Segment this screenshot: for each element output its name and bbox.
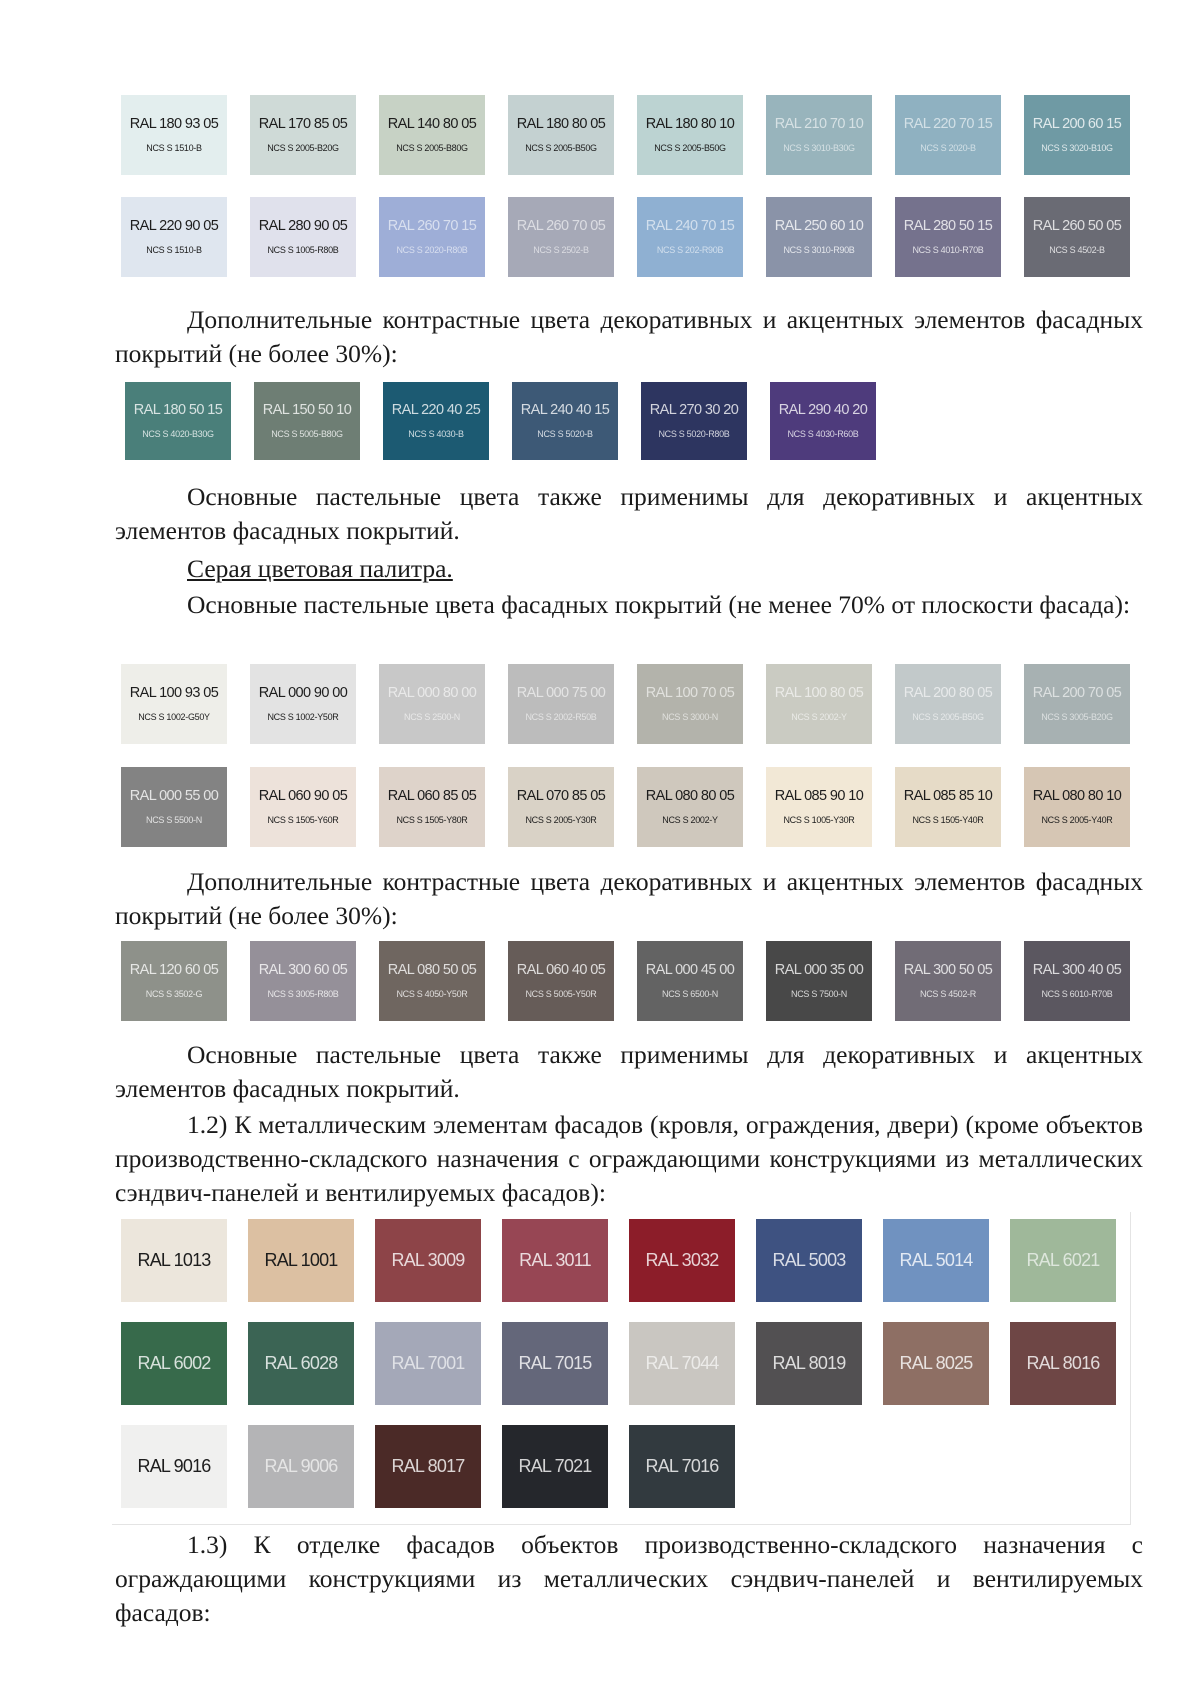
ral-code: RAL 000 45 00 xyxy=(645,961,735,978)
ral-code: RAL 000 90 00 xyxy=(258,684,348,701)
ncs-code: NCS S 2005-B50G xyxy=(654,143,726,154)
color-swatch xyxy=(883,1219,989,1302)
ral-code: RAL 8017 xyxy=(391,1456,465,1476)
ncs-code: NCS S 5005-B80G xyxy=(271,429,343,440)
ncs-code: NCS S 3000-N xyxy=(662,712,718,723)
ral-code: RAL 060 90 05 xyxy=(258,787,348,804)
ral-code: RAL 060 85 05 xyxy=(387,787,477,804)
color-swatch xyxy=(629,1219,735,1302)
ral-code: RAL 200 70 05 xyxy=(1032,684,1122,701)
color-swatch xyxy=(766,664,872,744)
ral-code: RAL 080 50 05 xyxy=(387,961,477,978)
color-swatch xyxy=(629,1322,735,1405)
color-swatch xyxy=(121,767,227,847)
ncs-code: NCS S 3020-B10G xyxy=(1041,143,1113,154)
blue-main-palette xyxy=(121,95,1130,277)
ral-code: RAL 8025 xyxy=(899,1353,973,1373)
color-swatch xyxy=(637,664,743,744)
ncs-code: NCS S 1505-Y60R xyxy=(267,815,339,826)
ncs-code: NCS S 4050-Y50R xyxy=(396,989,468,1000)
color-swatch xyxy=(1024,941,1130,1021)
color-swatch xyxy=(379,941,485,1021)
color-swatch xyxy=(895,197,1001,277)
color-swatch xyxy=(756,1322,862,1405)
ral-code: RAL 210 70 10 xyxy=(774,115,864,132)
ncs-code: NCS S 1505-Y40R xyxy=(912,815,984,826)
color-swatch xyxy=(766,941,872,1021)
paragraph-gray-note: Основные пастельные цвета также применимы для декоративных и акцентных элементов фасадных покрытий. xyxy=(115,1040,1143,1103)
ral-code: RAL 5014 xyxy=(899,1250,973,1270)
ncs-code: NCS S 2020-R80B xyxy=(396,245,468,256)
ral-code: RAL 060 40 05 xyxy=(516,961,606,978)
ncs-code: NCS S 4502-B xyxy=(1049,245,1105,256)
ral-code: RAL 200 60 15 xyxy=(1032,115,1122,132)
ncs-code: NCS S 4030-B xyxy=(408,429,464,440)
ral-code: RAL 240 40 15 xyxy=(520,401,610,418)
ral-code: RAL 220 40 25 xyxy=(391,401,481,418)
ncs-code: NCS S 4020-B30G xyxy=(142,429,214,440)
ral-code: RAL 8019 xyxy=(772,1353,846,1373)
color-swatch xyxy=(756,1219,862,1302)
color-swatch xyxy=(375,1425,481,1508)
color-swatch xyxy=(637,767,743,847)
ncs-code: NCS S 3010-B30G xyxy=(783,143,855,154)
ncs-code: NCS S 2502-B xyxy=(533,245,589,256)
color-swatch xyxy=(383,382,489,460)
color-swatch xyxy=(1024,767,1130,847)
color-swatch xyxy=(1010,1322,1116,1405)
ral-code: RAL 220 90 05 xyxy=(129,217,219,234)
ncs-code: NCS S 1510-B xyxy=(146,245,202,256)
color-swatch xyxy=(637,197,743,277)
ral-code: RAL 1001 xyxy=(264,1250,338,1270)
ncs-code: NCS S 5020-B xyxy=(537,429,593,440)
color-swatch xyxy=(121,197,227,277)
ncs-code: NCS S 2005-Y30R xyxy=(525,815,597,826)
ncs-code: NCS S 1005-Y30R xyxy=(783,815,855,826)
ral-code: RAL 000 80 00 xyxy=(387,684,477,701)
ral-code: RAL 7044 xyxy=(645,1353,719,1373)
ncs-code: NCS S 4010-R70B xyxy=(912,245,984,256)
ncs-code: NCS S 3502-G xyxy=(145,989,203,1000)
ncs-code: NCS S 3005-B20G xyxy=(1041,712,1113,723)
ral-code: RAL 180 93 05 xyxy=(129,115,219,132)
ral-code: RAL 180 80 10 xyxy=(645,115,735,132)
ral-code: RAL 300 60 05 xyxy=(258,961,348,978)
ral-code: RAL 6028 xyxy=(264,1353,338,1373)
color-swatch xyxy=(121,1425,227,1508)
ncs-code: NCS S 4502-R xyxy=(920,989,976,1000)
color-swatch xyxy=(121,1219,227,1302)
color-swatch xyxy=(508,941,614,1021)
ral-code: RAL 300 40 05 xyxy=(1032,961,1122,978)
paragraph-industrial-facades: 1.3) К отделке фасадов объектов производственно-складского назначения с ограждающими конструкциями из металлических сэндвич-панелей и вентилируемых фасадов: xyxy=(115,1530,1143,1627)
ncs-code: NCS S 2005-Y40R xyxy=(1041,815,1113,826)
color-swatch xyxy=(895,664,1001,744)
ral-code: RAL 3009 xyxy=(391,1250,465,1270)
color-swatch xyxy=(379,664,485,744)
ncs-code: NCS S 1002-Y50R xyxy=(267,712,339,723)
color-swatch xyxy=(250,941,356,1021)
ncs-code: NCS S 2002-Y xyxy=(662,815,718,826)
ral-code: RAL 250 60 10 xyxy=(774,217,864,234)
color-swatch xyxy=(502,1322,608,1405)
ral-code: RAL 000 75 00 xyxy=(516,684,606,701)
ral-code: RAL 080 80 05 xyxy=(645,787,735,804)
color-swatch xyxy=(512,382,618,460)
color-swatch xyxy=(637,95,743,175)
color-swatch xyxy=(379,197,485,277)
color-swatch xyxy=(502,1219,608,1302)
ncs-code: NCS S 5500-N xyxy=(146,815,202,826)
ral-code: RAL 7021 xyxy=(518,1456,592,1476)
ncs-code: NCS S 6500-N xyxy=(662,989,718,1000)
ral-code: RAL 8016 xyxy=(1026,1353,1100,1373)
color-swatch xyxy=(641,382,747,460)
color-swatch xyxy=(379,767,485,847)
ral-code: RAL 100 93 05 xyxy=(129,684,219,701)
ral-code: RAL 170 85 05 xyxy=(258,115,348,132)
ral-code: RAL 300 50 05 xyxy=(903,961,993,978)
ncs-code: NCS S 7500-N xyxy=(791,989,847,1000)
paragraph-gray-accent-intro: Дополнительные контрастные цвета декоративных и акцентных элементов фасадных покрытий (не более 30%): xyxy=(115,867,1143,930)
color-swatch xyxy=(1024,95,1130,175)
ncs-code: NCS S 5005-Y50R xyxy=(525,989,597,1000)
color-swatch xyxy=(502,1425,608,1508)
color-swatch xyxy=(1024,664,1130,744)
ral-code: RAL 3011 xyxy=(519,1250,591,1270)
color-swatch xyxy=(248,1322,354,1405)
ncs-code: NCS S 2005-B80G xyxy=(396,143,468,154)
color-swatch xyxy=(121,941,227,1021)
color-swatch xyxy=(770,382,876,460)
ral-code: RAL 270 30 20 xyxy=(649,401,739,418)
color-swatch xyxy=(766,197,872,277)
color-swatch xyxy=(125,382,231,460)
ral-code: RAL 100 80 05 xyxy=(774,684,864,701)
color-swatch xyxy=(250,767,356,847)
blue-accent-palette xyxy=(125,382,876,460)
ral-code: RAL 085 90 10 xyxy=(774,787,864,804)
ral-code: RAL 140 80 05 xyxy=(387,115,477,132)
color-swatch xyxy=(895,767,1001,847)
color-swatch xyxy=(883,1322,989,1405)
ral-code: RAL 9016 xyxy=(137,1456,211,1476)
ral-code: RAL 120 60 05 xyxy=(129,961,219,978)
color-swatch xyxy=(379,95,485,175)
color-swatch xyxy=(375,1322,481,1405)
ncs-code: NCS S 6010-R70B xyxy=(1041,989,1113,1000)
ral-code: RAL 7016 xyxy=(645,1456,719,1476)
paragraph-gray-main-intro: Основные пастельные цвета фасадных покрытий (не менее 70% от плоскости фасада): xyxy=(187,590,1131,619)
color-swatch xyxy=(895,95,1001,175)
color-swatch xyxy=(508,767,614,847)
ncs-code: NCS S 2005-B50G xyxy=(912,712,984,723)
gray-palette-heading: Серая цветовая палитра. xyxy=(187,554,453,583)
color-swatch xyxy=(766,95,872,175)
ncs-code: NCS S 1005-R80B xyxy=(267,245,339,256)
color-swatch xyxy=(121,95,227,175)
color-swatch xyxy=(250,197,356,277)
ncs-code: NCS S 2005-B50G xyxy=(525,143,597,154)
paragraph-metal-elements: 1.2) К металлическим элементам фасадов (кровля, ограждения, двери) (кроме объектов производственно-складского назначения с ограждающими конструкциями из металлических сэндвич-панелей и вентилируемых фасадов): xyxy=(115,1110,1143,1207)
ral-code: RAL 7015 xyxy=(518,1353,592,1373)
color-swatch xyxy=(375,1219,481,1302)
color-swatch xyxy=(121,664,227,744)
ral-code: RAL 100 70 05 xyxy=(645,684,735,701)
gray-accent-palette xyxy=(121,941,1130,1021)
color-swatch xyxy=(766,767,872,847)
ral-code: RAL 280 50 15 xyxy=(903,217,993,234)
metal-palette xyxy=(121,1219,1116,1508)
ral-code: RAL 240 70 15 xyxy=(645,217,735,234)
ncs-code: NCS S 1505-Y80R xyxy=(396,815,468,826)
color-swatch xyxy=(254,382,360,460)
ral-code: RAL 085 85 10 xyxy=(903,787,993,804)
color-swatch xyxy=(248,1219,354,1302)
ncs-code: NCS S 4030-R60B xyxy=(787,429,859,440)
color-swatch xyxy=(248,1425,354,1508)
color-swatch xyxy=(508,197,614,277)
ral-code: RAL 290 40 20 xyxy=(778,401,868,418)
ral-code: RAL 150 50 10 xyxy=(262,401,352,418)
color-swatch xyxy=(1010,1219,1116,1302)
ncs-code: NCS S 2020-B xyxy=(920,143,976,154)
color-swatch xyxy=(508,664,614,744)
color-swatch xyxy=(250,95,356,175)
paragraph-blue-accent-intro: Дополнительные контрастные цвета декоративных и акцентных элементов фасадных покрытий (не более 30%): xyxy=(115,305,1143,368)
ncs-code: NCS S 1002-G50Y xyxy=(138,712,210,723)
ral-code: RAL 1013 xyxy=(137,1250,211,1270)
ral-code: RAL 080 80 10 xyxy=(1032,787,1122,804)
ral-code: RAL 180 50 15 xyxy=(133,401,223,418)
ral-code: RAL 180 80 05 xyxy=(516,115,606,132)
ral-code: RAL 6021 xyxy=(1026,1250,1100,1270)
paragraph-blue-note: Основные пастельные цвета также применимы для декоративных и акцентных элементов фасадных покрытий. xyxy=(115,482,1143,545)
ral-code: RAL 070 85 05 xyxy=(516,787,606,804)
ral-code: RAL 5003 xyxy=(772,1250,846,1270)
ncs-code: NCS S 1510-B xyxy=(146,143,202,154)
ral-code: RAL 7001 xyxy=(391,1353,465,1373)
ncs-code: NCS S 2005-B20G xyxy=(267,143,339,154)
ral-code: RAL 6002 xyxy=(137,1353,211,1373)
color-swatch xyxy=(121,1322,227,1405)
ncs-code: NCS S 2002-R50B xyxy=(525,712,597,723)
ncs-code: NCS S 202-R90B xyxy=(656,245,724,256)
ral-code: RAL 200 80 05 xyxy=(903,684,993,701)
ral-code: RAL 000 35 00 xyxy=(774,961,864,978)
color-swatch xyxy=(637,941,743,1021)
ncs-code: NCS S 3005-R80B xyxy=(267,989,339,1000)
ral-code: RAL 000 55 00 xyxy=(129,787,219,804)
ral-code: RAL 260 50 05 xyxy=(1032,217,1122,234)
ncs-code: NCS S 5020-R80B xyxy=(658,429,730,440)
ncs-code: NCS S 2500-N xyxy=(404,712,460,723)
color-swatch xyxy=(629,1425,735,1508)
gray-main-palette xyxy=(121,664,1130,847)
ral-code: RAL 9006 xyxy=(264,1456,338,1476)
ral-code: RAL 260 70 05 xyxy=(516,217,606,234)
ncs-code: NCS S 2002-Y xyxy=(791,712,847,723)
color-swatch xyxy=(1024,197,1130,277)
ncs-code: NCS S 3010-R90B xyxy=(783,245,855,256)
ral-code: RAL 3032 xyxy=(645,1250,719,1270)
color-swatch xyxy=(250,664,356,744)
ral-code: RAL 280 90 05 xyxy=(258,217,348,234)
color-swatch xyxy=(895,941,1001,1021)
ral-code: RAL 220 70 15 xyxy=(903,115,993,132)
ral-code: RAL 260 70 15 xyxy=(387,217,477,234)
color-swatch xyxy=(508,95,614,175)
